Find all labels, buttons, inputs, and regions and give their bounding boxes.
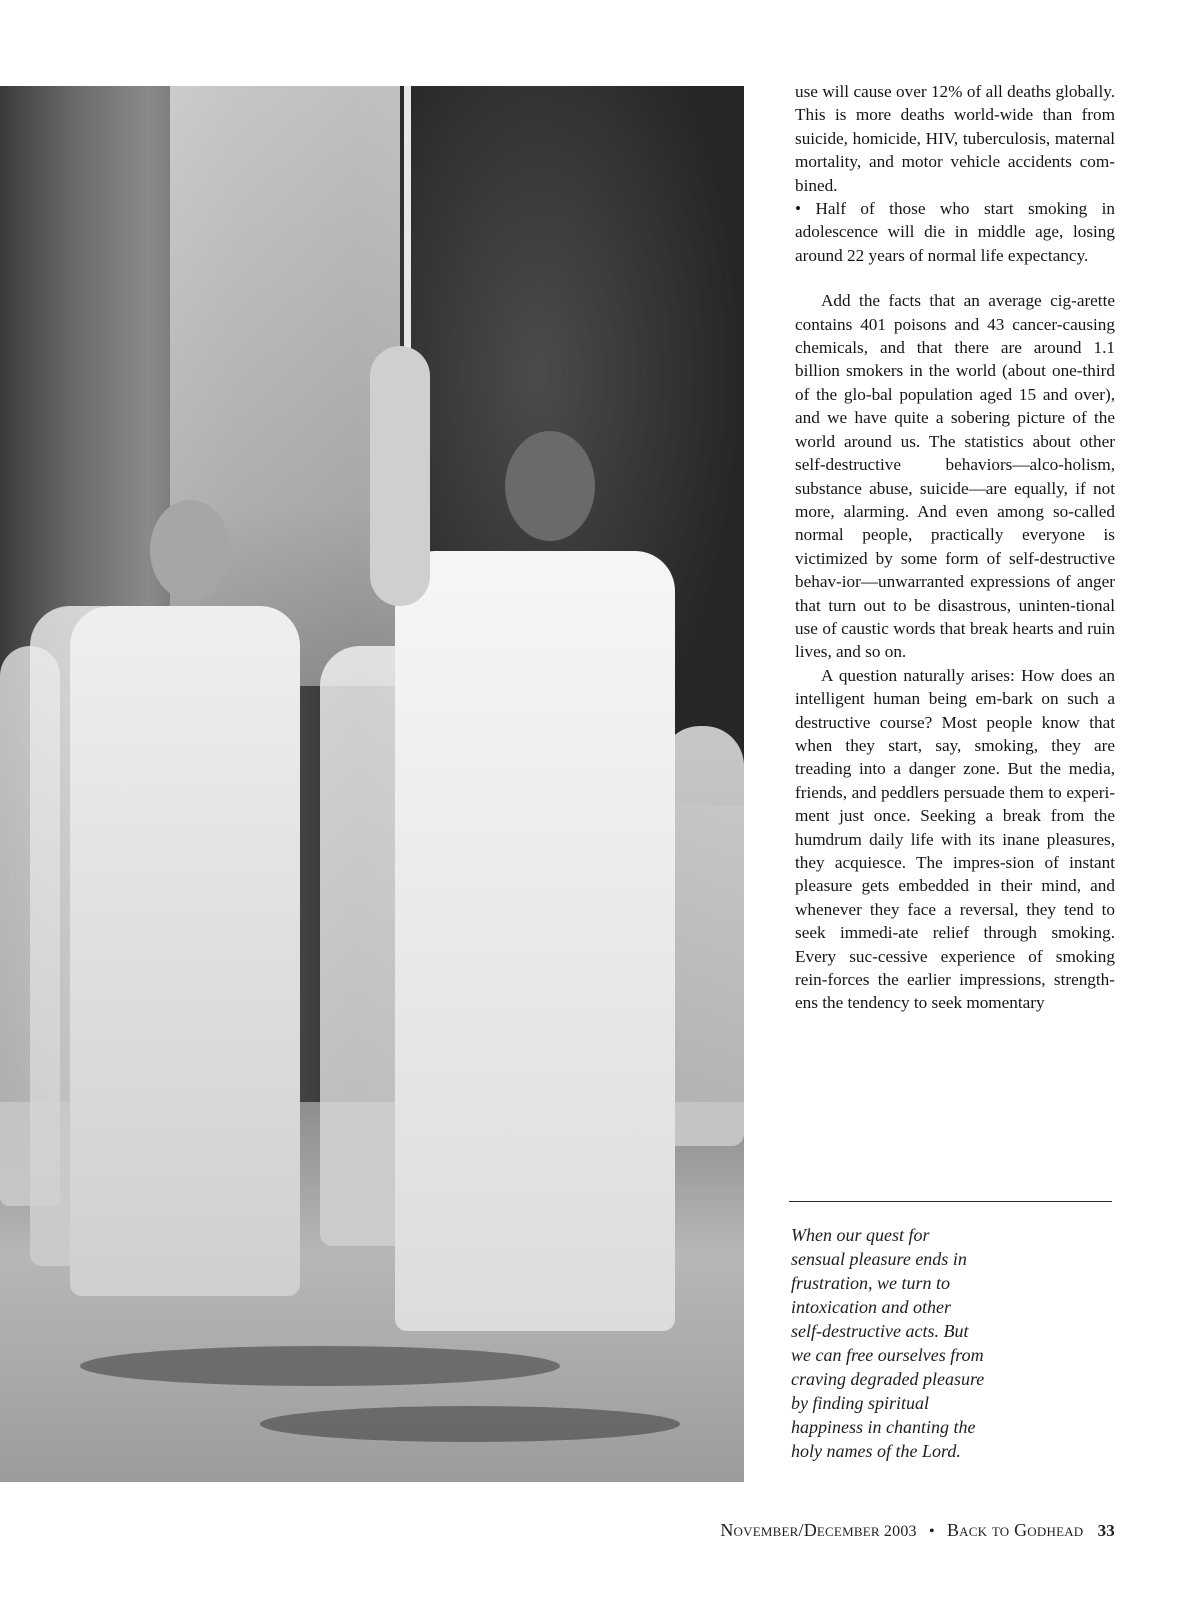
page-number: 33 [1097, 1521, 1115, 1540]
footer-year: 2003 [883, 1523, 917, 1540]
article-paragraph: use will cause over 12% of all deaths globally. This is more deaths world-wide than from suicide, homicide, HIV, tuberculosis, maternal mortality, and motor vehicle accidents com-bined. [795, 82, 1115, 195]
footer-magazine: Back to Godhead [946, 1520, 1084, 1540]
pullquote: When our quest for sensual pleasure ends in frustration, we turn to intoxication and other self-destructive acts. But we can free ourselves from craving degraded pleasure by finding spiritual happiness in chanting the holy names of the Lord. [791, 1225, 985, 1461]
photo-figure [370, 346, 430, 606]
article-paragraph: • Half of those who start smoking in adolescence will die in middle age, losing around 22 years of normal life expectancy. [795, 199, 1115, 265]
photo-shadow [260, 1406, 680, 1442]
photo-head [505, 431, 595, 541]
article-paragraph: Add the facts that an average cig-arette contains 401 poisons and 43 cancer-causing chemicals, and that there are around 1.1 billion smokers in the world (about one-third of the glo-bal population aged 15 and over), and we have quite a sobering picture of the world around us. The statistics about other self-destructive behaviors—alco-holism, substance abuse, suicide—are equally, if not more, alarming. And even among so-called normal people, practically everyone is victimized by some form of self-destructive behav-ior—unwarranted expressions of anger that turn out to be disastrous, uninten-tional use of caustic words that break hearts and ruin lives, and so on. [795, 291, 1115, 662]
footer-bullet: • [928, 1523, 935, 1540]
photo-head [150, 500, 230, 600]
article-text-column [795, 80, 1115, 1015]
chanting-procession-photo [0, 86, 744, 1482]
article-paragraph: A question naturally arises: How does an intelligent human being em-bark on such a destructive course? Most people know that when they start, say, smoking, they are treading into a danger zone. But the media, friends, and peddlers persuade them to experi-ment just once. Seeking a break from the humdrum daily life with its inane pleasures, they acquiesce. The impres-sion of instant pleasure gets embedded in their mind, and whenever they face a reversal, they tend to seek immedi-ate relief through smoking. Every suc-cessive experience of smoking rein-forces the earlier impressions, strength-ens the tendency to seek momentary [795, 665, 1115, 1013]
photo-figure [70, 606, 300, 1296]
photo-figure [395, 551, 675, 1331]
page-footer [653, 1520, 1115, 1541]
footer-issue: November/December [720, 1520, 880, 1540]
pullquote-divider [789, 1201, 1112, 1202]
photo-shadow [80, 1346, 560, 1386]
